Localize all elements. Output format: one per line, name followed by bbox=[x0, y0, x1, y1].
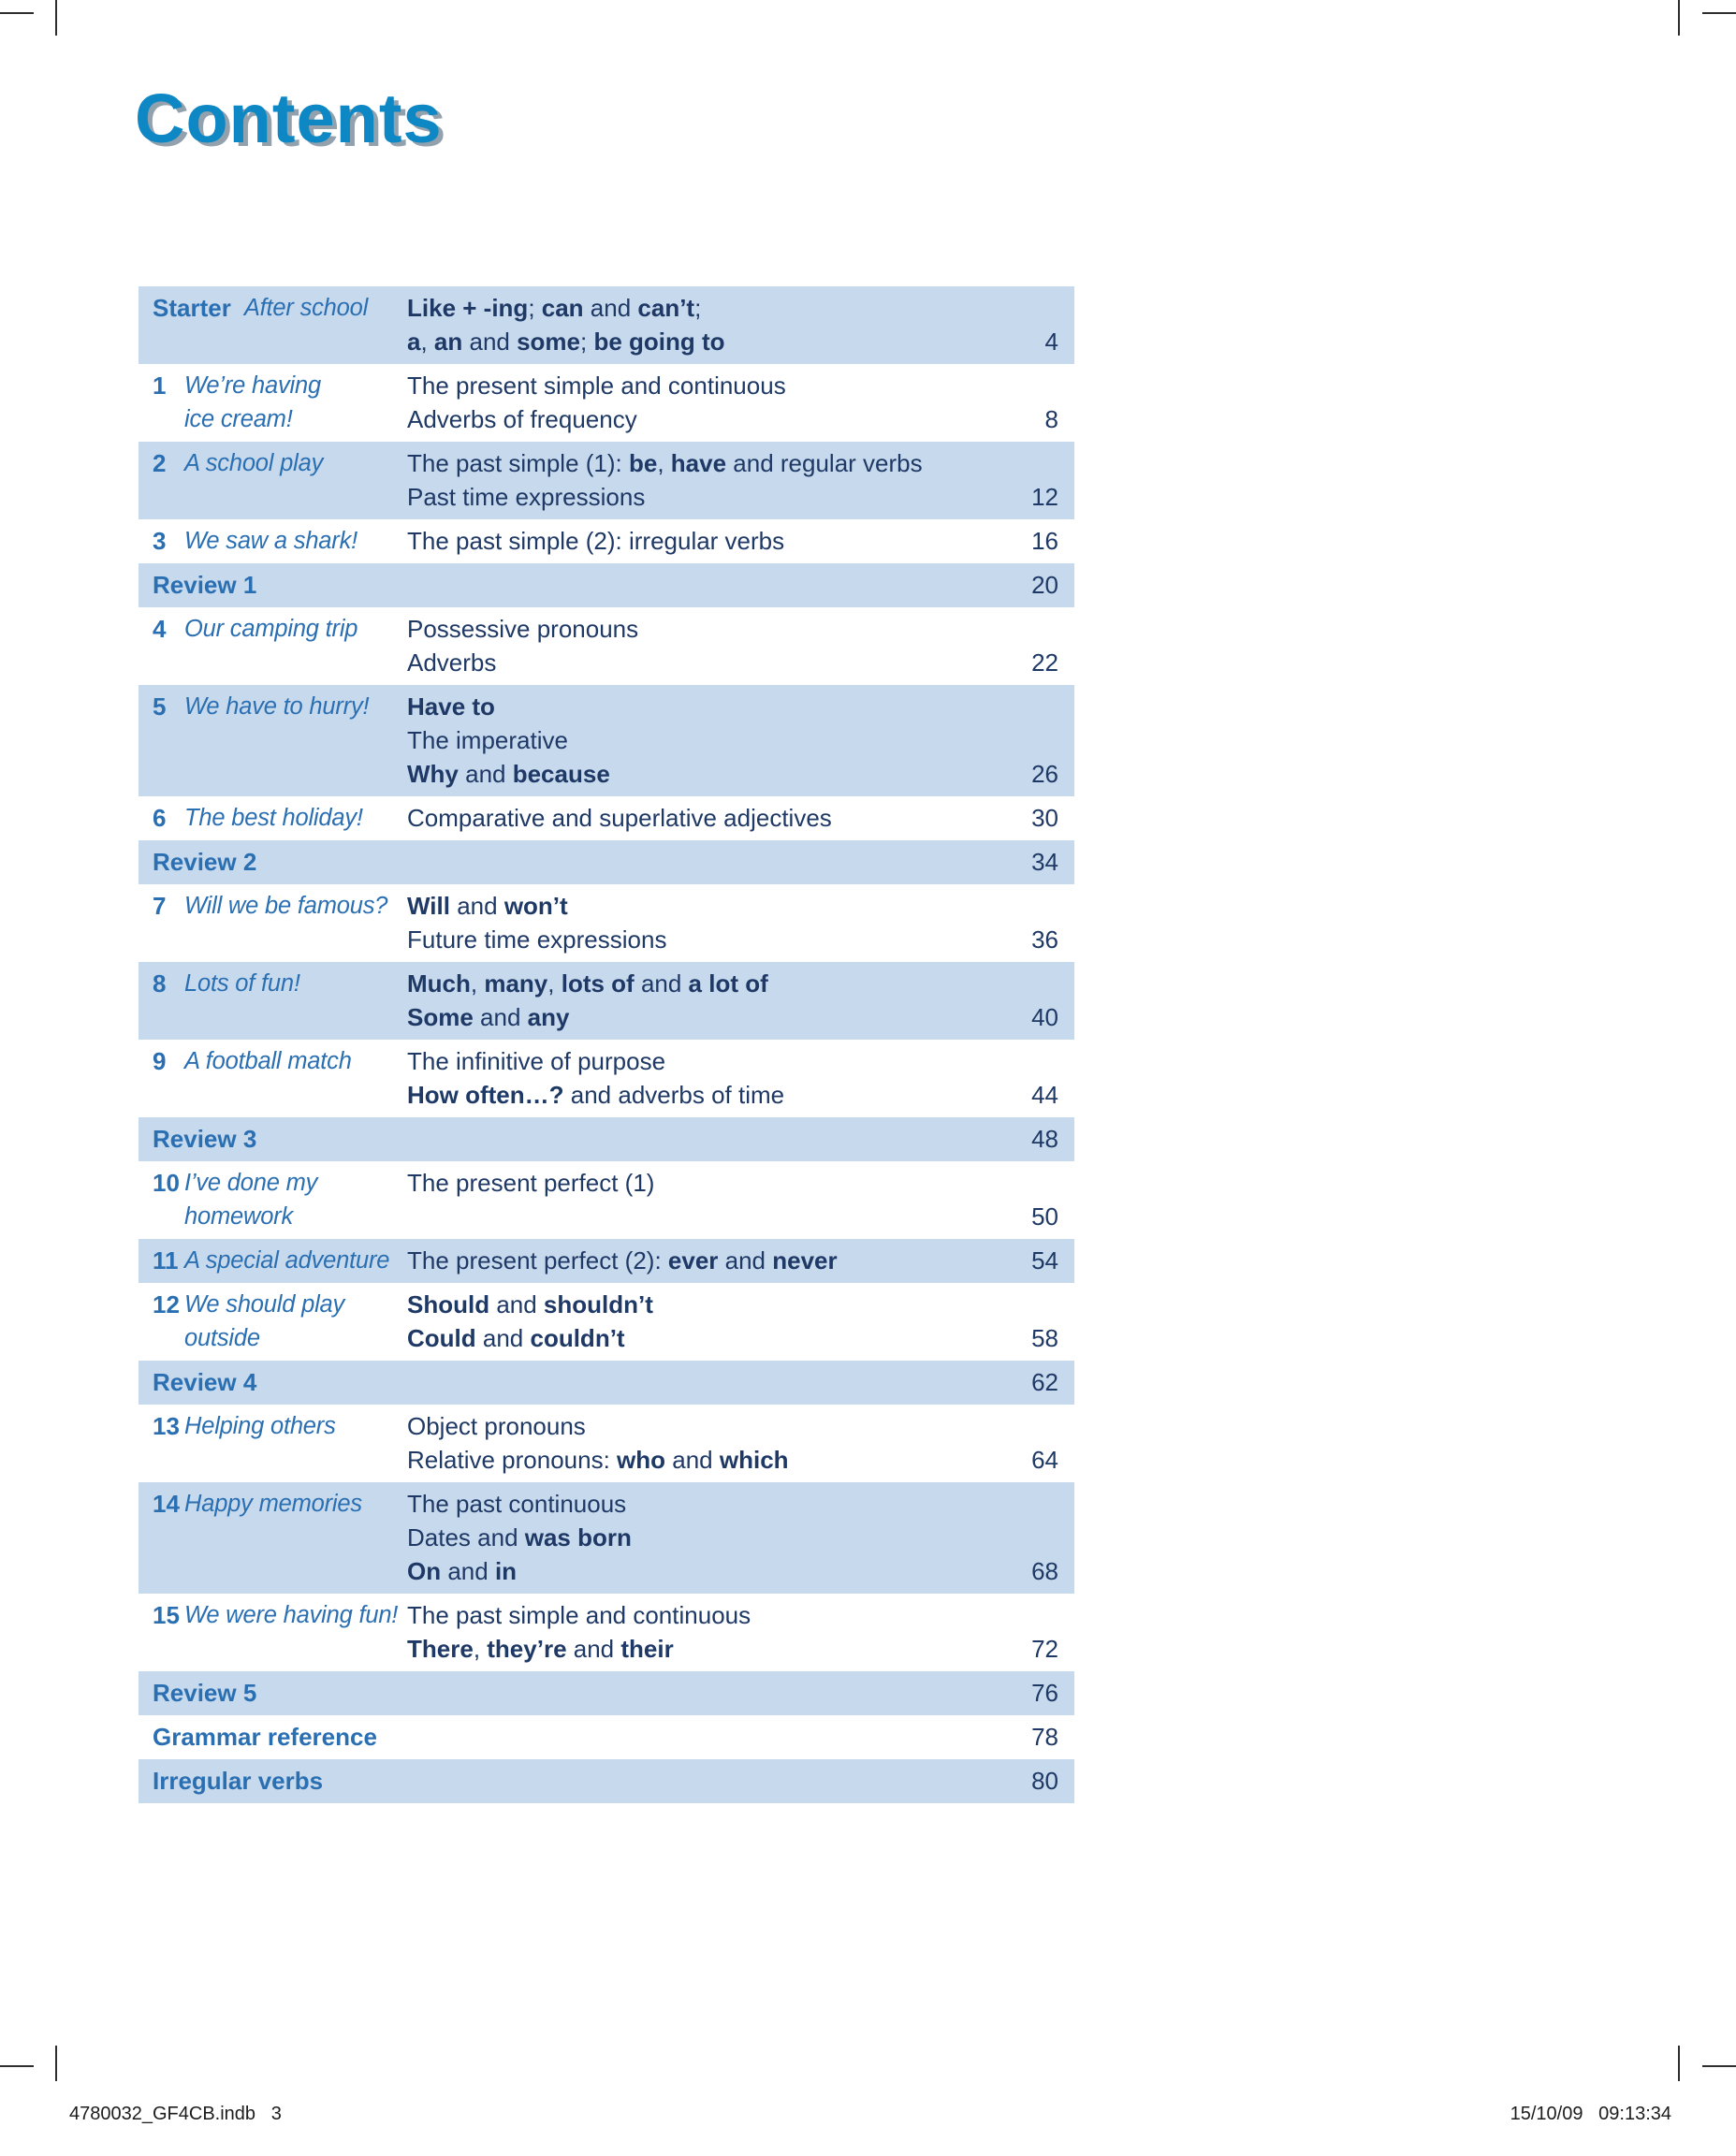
unit-title-line: We saw a shark! bbox=[184, 528, 358, 554]
grammar-term: shouldn’t bbox=[543, 1290, 653, 1318]
unit-title bbox=[184, 524, 407, 558]
toc-row bbox=[139, 607, 1074, 685]
unit-number-title-cell bbox=[153, 1288, 407, 1355]
unit-number-title-cell bbox=[153, 612, 407, 646]
unit-title-line: After school bbox=[243, 295, 369, 321]
grammar-term: some bbox=[517, 328, 581, 356]
grammar-term: lots of bbox=[561, 969, 635, 998]
grammar-term: Some bbox=[407, 1003, 474, 1031]
unit-number: 1 bbox=[153, 371, 167, 400]
description-text: and bbox=[634, 969, 689, 998]
description-text: The present perfect (2): bbox=[407, 1246, 668, 1275]
unit-title-line: A football match bbox=[184, 1048, 352, 1074]
unit-grammar-description bbox=[407, 1598, 1006, 1666]
toc-row bbox=[139, 962, 1074, 1040]
description-text: Past time expressions bbox=[407, 483, 646, 511]
grammar-term: a lot of bbox=[688, 969, 768, 998]
grammar-description-line bbox=[407, 1521, 991, 1554]
description-text: , bbox=[547, 969, 562, 998]
unit-number: 6 bbox=[153, 804, 167, 832]
unit-number: 3 bbox=[153, 527, 167, 555]
grammar-term: which bbox=[719, 1446, 789, 1474]
description-text: , bbox=[420, 328, 434, 356]
unit-title-line: The best holiday! bbox=[184, 805, 363, 831]
grammar-term: was born bbox=[524, 1523, 632, 1551]
description-text: ; bbox=[580, 328, 594, 356]
unit-number-title-cell bbox=[153, 1409, 407, 1443]
page-number: 4 bbox=[1044, 328, 1058, 356]
description-text: and regular verbs bbox=[726, 449, 923, 477]
grammar-description-line bbox=[407, 612, 991, 646]
toc-row bbox=[139, 1283, 1074, 1361]
unit-title bbox=[184, 612, 407, 646]
description-text: and bbox=[665, 1446, 720, 1474]
grammar-term: can’t bbox=[637, 294, 695, 322]
unit-grammar-description bbox=[407, 446, 1006, 514]
unit-grammar-description bbox=[407, 801, 1006, 835]
page-number: 36 bbox=[1031, 925, 1058, 954]
toc-row bbox=[139, 1594, 1074, 1671]
toc-row bbox=[139, 1671, 1074, 1715]
section-label: Review 3 bbox=[153, 1125, 257, 1153]
grammar-description-line bbox=[407, 690, 991, 723]
unit-title bbox=[184, 690, 407, 723]
unit-number: 12 bbox=[153, 1290, 180, 1318]
unit-number: 7 bbox=[153, 892, 167, 920]
grammar-term: be going to bbox=[593, 328, 725, 356]
grammar-term: Why bbox=[407, 760, 459, 788]
description-text: , bbox=[657, 449, 671, 477]
unit-title-line: We were having fun! bbox=[184, 1602, 399, 1628]
grammar-description-line bbox=[407, 1554, 991, 1588]
section-label: Irregular verbs bbox=[153, 1767, 324, 1795]
toc-row bbox=[139, 519, 1074, 563]
grammar-description-line bbox=[407, 1244, 991, 1277]
unit-grammar-description bbox=[407, 612, 1006, 679]
unit-title-line: Happy memories bbox=[184, 1491, 362, 1517]
grammar-description-line bbox=[407, 757, 991, 791]
page-title: Contents bbox=[135, 80, 443, 157]
description-text: The present simple and continuous bbox=[407, 371, 786, 400]
description-text: and adverbs of time bbox=[563, 1081, 785, 1109]
unit-number: 14 bbox=[153, 1490, 180, 1518]
toc-row bbox=[139, 840, 1074, 884]
unit-title bbox=[184, 1598, 407, 1632]
grammar-term: Like + -ing bbox=[407, 294, 529, 322]
grammar-description-line bbox=[407, 1000, 991, 1034]
page-number: 44 bbox=[1031, 1081, 1058, 1109]
page-number: 8 bbox=[1044, 405, 1058, 433]
grammar-term: There bbox=[407, 1635, 474, 1663]
grammar-description-line bbox=[407, 1487, 991, 1521]
description-text: Future time expressions bbox=[407, 925, 667, 954]
grammar-term: ever bbox=[667, 1246, 719, 1275]
section-label: Review 5 bbox=[153, 1679, 257, 1707]
grammar-term: because bbox=[512, 760, 610, 788]
unit-title bbox=[184, 1166, 407, 1233]
description-text: and bbox=[489, 1290, 544, 1318]
unit-number: 11 bbox=[153, 1246, 179, 1275]
unit-grammar-description bbox=[407, 1288, 1006, 1355]
grammar-description-line bbox=[407, 1632, 991, 1666]
unit-number-title-cell bbox=[153, 1044, 407, 1078]
unit-title-line: We should play bbox=[184, 1291, 345, 1318]
toc-row bbox=[139, 1759, 1074, 1803]
unit-grammar-description bbox=[407, 524, 1006, 558]
grammar-description-line bbox=[407, 1443, 991, 1477]
unit-title bbox=[184, 1487, 407, 1521]
grammar-term: who bbox=[617, 1446, 666, 1474]
grammar-term: an bbox=[433, 328, 463, 356]
grammar-term: Much bbox=[407, 969, 471, 998]
toc-row bbox=[139, 796, 1074, 840]
description-text: The imperative bbox=[407, 726, 568, 754]
description-text: Object pronouns bbox=[407, 1412, 586, 1440]
unit-title-line: Our camping trip bbox=[184, 616, 358, 642]
grammar-description-line bbox=[407, 801, 991, 835]
unit-number-title-cell bbox=[153, 1598, 407, 1632]
grammar-description-line bbox=[407, 1166, 991, 1200]
description-text: Relative pronouns: bbox=[407, 1446, 618, 1474]
page-number: 48 bbox=[1031, 1125, 1058, 1153]
page-number: 68 bbox=[1031, 1557, 1058, 1585]
toc-row bbox=[139, 1361, 1074, 1405]
toc-row bbox=[139, 884, 1074, 962]
description-text: and bbox=[475, 1324, 531, 1352]
grammar-term: they’re bbox=[487, 1635, 567, 1663]
toc-row bbox=[139, 364, 1074, 442]
unit-title bbox=[184, 889, 407, 923]
unit-number: 8 bbox=[153, 969, 167, 998]
crop-mark bbox=[55, 0, 57, 36]
unit-title bbox=[184, 1288, 407, 1355]
page-number: 34 bbox=[1031, 848, 1058, 876]
unit-number-title-cell bbox=[153, 1244, 407, 1277]
toc-row bbox=[139, 1117, 1074, 1161]
page-number: 80 bbox=[1031, 1767, 1058, 1795]
unit-title-line: We have to hurry! bbox=[184, 693, 370, 720]
unit-grammar-description bbox=[407, 1166, 1006, 1200]
grammar-description-line bbox=[407, 923, 991, 956]
grammar-term: couldn’t bbox=[530, 1324, 625, 1352]
description-text: The past continuous bbox=[407, 1490, 627, 1518]
unit-grammar-description bbox=[407, 690, 1006, 791]
crop-mark bbox=[1678, 0, 1680, 36]
toc-row bbox=[139, 286, 1074, 364]
grammar-description-line bbox=[407, 1288, 991, 1321]
contents-table bbox=[139, 286, 1074, 1803]
crop-mark bbox=[55, 2046, 57, 2081]
unit-title-line: I’ve done my bbox=[184, 1170, 318, 1196]
toc-row bbox=[139, 1715, 1074, 1759]
grammar-term: On bbox=[407, 1557, 442, 1585]
unit-number-title-cell bbox=[153, 690, 407, 723]
grammar-term: won’t bbox=[503, 892, 568, 920]
crop-mark bbox=[1678, 2046, 1680, 2081]
unit-number-title-cell bbox=[153, 524, 407, 558]
toc-row bbox=[139, 1040, 1074, 1117]
unit-number-title-cell bbox=[153, 1487, 407, 1521]
unit-title-line: homework bbox=[184, 1203, 294, 1230]
grammar-description-line bbox=[407, 646, 991, 679]
unit-title bbox=[184, 1044, 407, 1078]
toc-row bbox=[139, 442, 1074, 519]
description-text: , bbox=[473, 1635, 488, 1663]
footer-print-timestamp: 15/10/09 09:13:34 bbox=[1510, 2104, 1671, 2124]
unit-number: 5 bbox=[153, 692, 167, 721]
footer-print-file-info: 4780032_GF4CB.indb 3 bbox=[69, 2104, 282, 2124]
description-text: and bbox=[566, 1635, 621, 1663]
unit-title-line: A special adventure bbox=[184, 1247, 390, 1274]
grammar-description-line bbox=[407, 480, 991, 514]
crop-mark bbox=[1702, 12, 1736, 14]
section-label: Grammar reference bbox=[153, 1723, 377, 1751]
grammar-term: Could bbox=[407, 1324, 476, 1352]
grammar-description-line bbox=[407, 723, 991, 757]
description-text: and bbox=[441, 1557, 495, 1585]
unit-number-title-cell bbox=[153, 967, 407, 1000]
grammar-term: in bbox=[494, 1557, 518, 1585]
page-number: 78 bbox=[1031, 1723, 1058, 1751]
page-number: 76 bbox=[1031, 1679, 1058, 1707]
grammar-description-line bbox=[407, 889, 991, 923]
description-text: The present perfect (1) bbox=[407, 1169, 655, 1197]
unit-number: 4 bbox=[153, 615, 167, 643]
unit-title bbox=[184, 967, 407, 1000]
grammar-description-line bbox=[407, 1321, 991, 1355]
description-text: The past simple (1): bbox=[407, 449, 629, 477]
crop-mark bbox=[0, 12, 34, 14]
description-text: Dates and bbox=[407, 1523, 525, 1551]
grammar-description-line bbox=[407, 1409, 991, 1443]
unit-number: Starter bbox=[153, 294, 231, 322]
grammar-description-line bbox=[407, 325, 991, 358]
unit-title-line: A school play bbox=[184, 450, 324, 476]
unit-number: 15 bbox=[153, 1601, 180, 1629]
unit-number-title-cell bbox=[153, 889, 407, 923]
description-text: Possessive pronouns bbox=[407, 615, 639, 643]
crop-mark bbox=[0, 2065, 34, 2067]
page-number: 64 bbox=[1031, 1446, 1058, 1474]
description-text: Adverbs of frequency bbox=[407, 405, 637, 433]
page-number: 26 bbox=[1031, 760, 1058, 788]
unit-grammar-description bbox=[407, 1487, 1006, 1588]
grammar-term: Have to bbox=[407, 692, 495, 721]
unit-grammar-description bbox=[407, 1409, 1006, 1477]
grammar-description-line bbox=[407, 1598, 991, 1632]
unit-title-line: We’re having bbox=[184, 372, 321, 399]
page-number: 12 bbox=[1031, 483, 1058, 511]
page-number: 20 bbox=[1031, 571, 1058, 599]
unit-title-line: Helping others bbox=[184, 1413, 336, 1439]
page-number: 72 bbox=[1031, 1635, 1058, 1663]
grammar-term: be bbox=[628, 449, 658, 477]
description-text: ; bbox=[528, 294, 542, 322]
section-label: Review 4 bbox=[153, 1368, 257, 1396]
unit-number-title-cell bbox=[153, 801, 407, 835]
unit-number: 9 bbox=[153, 1047, 167, 1075]
unit-title-line: Lots of fun! bbox=[184, 970, 300, 997]
toc-row bbox=[139, 1161, 1074, 1239]
grammar-term: Should bbox=[407, 1290, 490, 1318]
description-text: The infinitive of purpose bbox=[407, 1047, 666, 1075]
description-text: , bbox=[470, 969, 485, 998]
grammar-term: can bbox=[541, 294, 584, 322]
description-text: ; bbox=[694, 294, 702, 322]
unit-number: 2 bbox=[153, 449, 167, 477]
grammar-description-line bbox=[407, 369, 991, 402]
grammar-description-line bbox=[407, 446, 991, 480]
grammar-description-line bbox=[407, 524, 991, 558]
grammar-term: How often…? bbox=[407, 1081, 564, 1109]
unit-grammar-description bbox=[407, 1044, 1006, 1112]
description-text: The past simple (2): irregular verbs bbox=[407, 527, 785, 555]
description-text: The past simple and continuous bbox=[407, 1601, 751, 1629]
page-number: 30 bbox=[1031, 804, 1058, 832]
grammar-term: Will bbox=[407, 892, 450, 920]
page-number: 58 bbox=[1031, 1324, 1058, 1352]
grammar-description-line bbox=[407, 1078, 991, 1112]
description-text: and bbox=[458, 760, 513, 788]
unit-grammar-description bbox=[407, 1244, 1006, 1277]
grammar-description-line bbox=[407, 967, 991, 1000]
description-text: and bbox=[462, 328, 518, 356]
grammar-term: many bbox=[484, 969, 548, 998]
unit-grammar-description bbox=[407, 967, 1006, 1034]
page-number: 22 bbox=[1031, 648, 1058, 677]
toc-row bbox=[139, 1239, 1074, 1283]
unit-title bbox=[184, 369, 407, 436]
grammar-term: a bbox=[407, 328, 421, 356]
description-text: and bbox=[583, 294, 638, 322]
unit-number: 13 bbox=[153, 1412, 180, 1440]
description-text: Adverbs bbox=[407, 648, 497, 677]
unit-grammar-description bbox=[407, 291, 1006, 358]
grammar-term: never bbox=[772, 1246, 838, 1275]
unit-title bbox=[184, 446, 407, 480]
section-label: Review 2 bbox=[153, 848, 257, 876]
unit-number-title-cell bbox=[153, 291, 407, 325]
grammar-description-line bbox=[407, 402, 991, 436]
unit-title bbox=[244, 291, 407, 325]
description-text: and bbox=[473, 1003, 528, 1031]
unit-title-line: outside bbox=[184, 1325, 260, 1351]
toc-row bbox=[139, 1482, 1074, 1594]
unit-number-title-cell bbox=[153, 446, 407, 480]
description-text: Comparative and superlative adjectives bbox=[407, 804, 832, 832]
unit-title-line: ice cream! bbox=[184, 406, 293, 432]
unit-grammar-description bbox=[407, 889, 1006, 956]
unit-title bbox=[184, 801, 407, 835]
page-number: 62 bbox=[1031, 1368, 1058, 1396]
grammar-term: have bbox=[670, 449, 727, 477]
section-label: Review 1 bbox=[153, 571, 257, 599]
page-number: 16 bbox=[1031, 527, 1058, 555]
page-number: 54 bbox=[1031, 1246, 1058, 1275]
crop-mark bbox=[1702, 2065, 1736, 2067]
toc-row bbox=[139, 563, 1074, 607]
description-text: and bbox=[449, 892, 504, 920]
unit-number-title-cell bbox=[153, 1166, 407, 1233]
page-number: 40 bbox=[1031, 1003, 1058, 1031]
grammar-description-line bbox=[407, 1044, 991, 1078]
grammar-term: any bbox=[527, 1003, 570, 1031]
unit-title-line: Will we be famous? bbox=[184, 893, 388, 919]
description-text: and bbox=[718, 1246, 773, 1275]
unit-title bbox=[184, 1409, 407, 1443]
unit-title bbox=[184, 1244, 407, 1277]
unit-grammar-description bbox=[407, 369, 1006, 436]
page-number: 50 bbox=[1031, 1202, 1058, 1231]
unit-number-title-cell bbox=[153, 369, 407, 436]
grammar-description-line bbox=[407, 291, 991, 325]
grammar-term: their bbox=[620, 1635, 674, 1663]
toc-row bbox=[139, 685, 1074, 796]
toc-row bbox=[139, 1405, 1074, 1482]
unit-number: 10 bbox=[153, 1169, 180, 1197]
